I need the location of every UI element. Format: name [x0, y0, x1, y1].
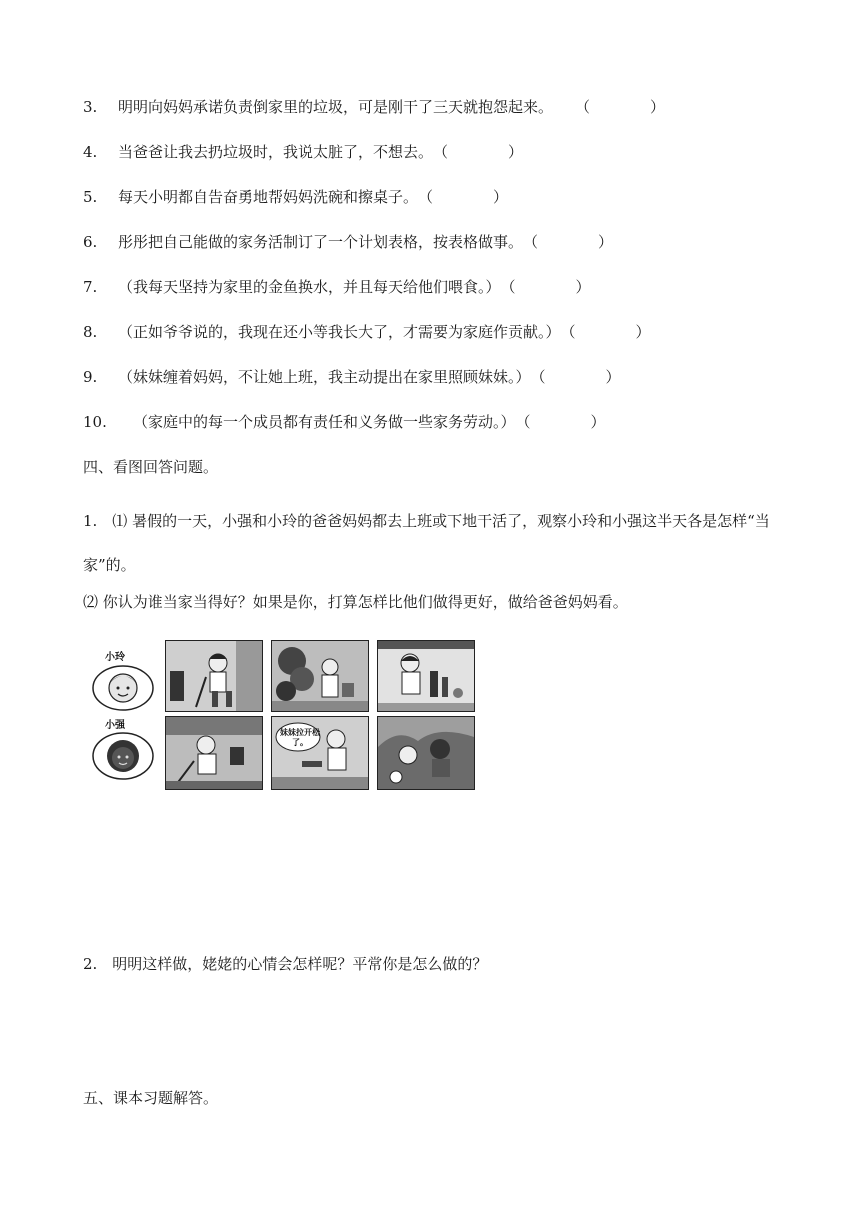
item-number: 3.	[83, 98, 98, 116]
speech-bubble-text: 妹妹拉开松了。	[280, 727, 320, 747]
item-text: 每天小明都自告奋勇地帮妈妈洗碗和擦桌子。	[118, 188, 419, 206]
xiaoling-portrait	[91, 662, 155, 712]
item-number: 10.	[83, 413, 107, 431]
answer-blank[interactable]: （ ）	[575, 98, 666, 116]
item-text: （妹妹缠着妈妈，不让她上班，我主动提出在家里照顾妹妹。）	[118, 368, 531, 386]
item-text: 彤彤把自己能做的家务活制订了一个计划表格，按表格做事。	[118, 233, 524, 251]
question-1-part-1: 1. ⑴ 暑假的一天，小强和小玲的爸爸妈妈都去上班或下地干活了，观察小玲和小强这半天各是怎样“当家”的。	[83, 512, 770, 574]
answer-blank[interactable]: （ ）	[433, 143, 524, 161]
comic-panel-4	[165, 716, 263, 790]
item-number: 7.	[83, 278, 98, 296]
comic-figure	[83, 636, 475, 792]
item-text: （正如爷爷说的，我现在还小等我长大了，才需要为家庭作贡献。）	[118, 323, 561, 341]
item-number: 4.	[83, 143, 98, 161]
item-6	[83, 231, 613, 252]
item-number: 8.	[83, 323, 98, 341]
item-10	[83, 411, 606, 432]
answer-blank[interactable]: （ ）	[500, 278, 591, 296]
item-5	[83, 186, 508, 207]
item-7	[83, 276, 591, 297]
item-text: 当爸爸让我去扔垃圾时，我说太脏了，不想去。	[118, 143, 434, 161]
comic-panel-3	[377, 640, 475, 712]
question-1-part-2: ⑵ 你认为谁当家当得好？如果是你，打算怎样比他们做得更好，做给爸爸妈妈看。	[83, 593, 628, 611]
xiaoqiang-portrait	[91, 730, 155, 782]
item-number: 9.	[83, 368, 98, 386]
item-number: 6.	[83, 233, 98, 251]
label-xiaoling: 小玲	[105, 652, 125, 663]
item-9	[83, 366, 621, 387]
answer-blank[interactable]: （ ）	[523, 233, 614, 251]
item-4	[83, 141, 523, 162]
item-text: （家庭中的每一个成员都有责任和义务做一些家务劳动。）	[133, 413, 516, 431]
item-text: （我每天坚持为家里的金鱼换水，并且每天给他们喂食。）	[118, 278, 501, 296]
section-4-heading: 四、看图回答问题。	[83, 458, 219, 476]
answer-blank[interactable]: （ ）	[560, 323, 651, 341]
comic-panel-1	[165, 640, 263, 712]
item-8	[83, 321, 651, 342]
comic-panel-6	[377, 716, 475, 790]
section-5-heading: 五、课本习题解答。	[83, 1089, 219, 1107]
answer-blank[interactable]: （ ）	[418, 188, 509, 206]
item-number: 5.	[83, 188, 98, 206]
comic-panel-2	[271, 640, 369, 712]
question-2: 2. 明明这样做，姥姥的心情会怎样呢？平常你是怎么做的？	[83, 955, 488, 973]
item-text: 明明向妈妈承诺负责倒家里的垃圾，可是刚干了三天就抱怨起来。	[118, 98, 554, 116]
item-3	[83, 96, 665, 117]
answer-blank[interactable]: （ ）	[530, 368, 621, 386]
answer-blank[interactable]: （ ）	[515, 413, 606, 431]
label-xiaoqiang: 小强	[105, 720, 125, 731]
